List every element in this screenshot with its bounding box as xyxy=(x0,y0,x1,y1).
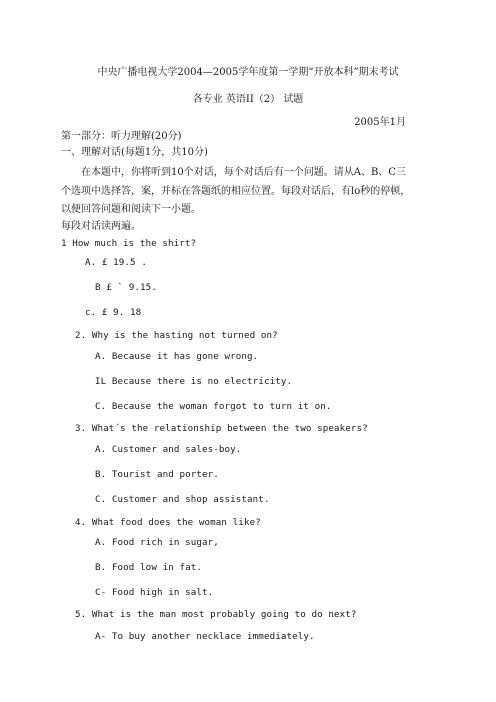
question-stem: 1 How much is the shirt? xyxy=(61,238,197,249)
answer-option: A. £ 19.5 . xyxy=(85,257,147,268)
question-stem: 5. What is the man most probably going to do next? xyxy=(75,609,357,620)
answer-option: A- To buy another necklace immediately. xyxy=(95,631,315,642)
exam-title: 中央广播电视大学2004—2005学年度第一学期“开放本科”期末考试 xyxy=(97,67,399,78)
exam-subtitle: 各专业 英语II（2） 试题 xyxy=(192,94,304,105)
answer-option: A. Food rich in sugar, xyxy=(95,537,219,548)
answer-option: A. Because it has gone wrong. xyxy=(95,351,259,362)
answer-option: A. Customer and sales-boy. xyxy=(95,444,242,455)
section-heading: 一、理解对话(每题1分，共10分) xyxy=(61,147,208,158)
answer-option: C. Because the woman forgot to turn it on. xyxy=(95,401,332,412)
question-stem: 4. What food does the woman like? xyxy=(75,517,261,528)
answer-option: B. Tourist and porter. xyxy=(95,469,219,480)
answer-option: IL Because there is no electricity. xyxy=(95,376,293,387)
part-heading: 第一部分：听力理解(20分) xyxy=(61,131,182,142)
question-stem: 3. What´s the relationship between the two speakers? xyxy=(75,423,368,434)
answer-option: B. Food low in fat. xyxy=(95,562,202,573)
instruction-line: 个选项中选择答，案，并标在答题纸的相应位置。每段对话后，有lo秒的停顿， xyxy=(61,186,411,197)
exam-date: 2005年1月 xyxy=(354,117,406,128)
answer-option: c. £ 9. 18 xyxy=(85,307,142,318)
instruction-line: 每段对话读两遍。 xyxy=(61,221,141,232)
answer-option: C. Customer and shop assistant. xyxy=(95,494,270,505)
answer-option: C- Food high in salt. xyxy=(95,587,214,598)
instruction-line: 以便回答问题和阅读下一小题。 xyxy=(61,204,201,215)
instruction-line: 在本题中，你将听到10个对话，每个对话后有一个问题。请从A、B、C三 xyxy=(81,167,406,178)
answer-option: B £ ` 9.15. xyxy=(95,282,157,293)
question-stem: 2. Why is the hasting not turned on? xyxy=(75,330,278,341)
